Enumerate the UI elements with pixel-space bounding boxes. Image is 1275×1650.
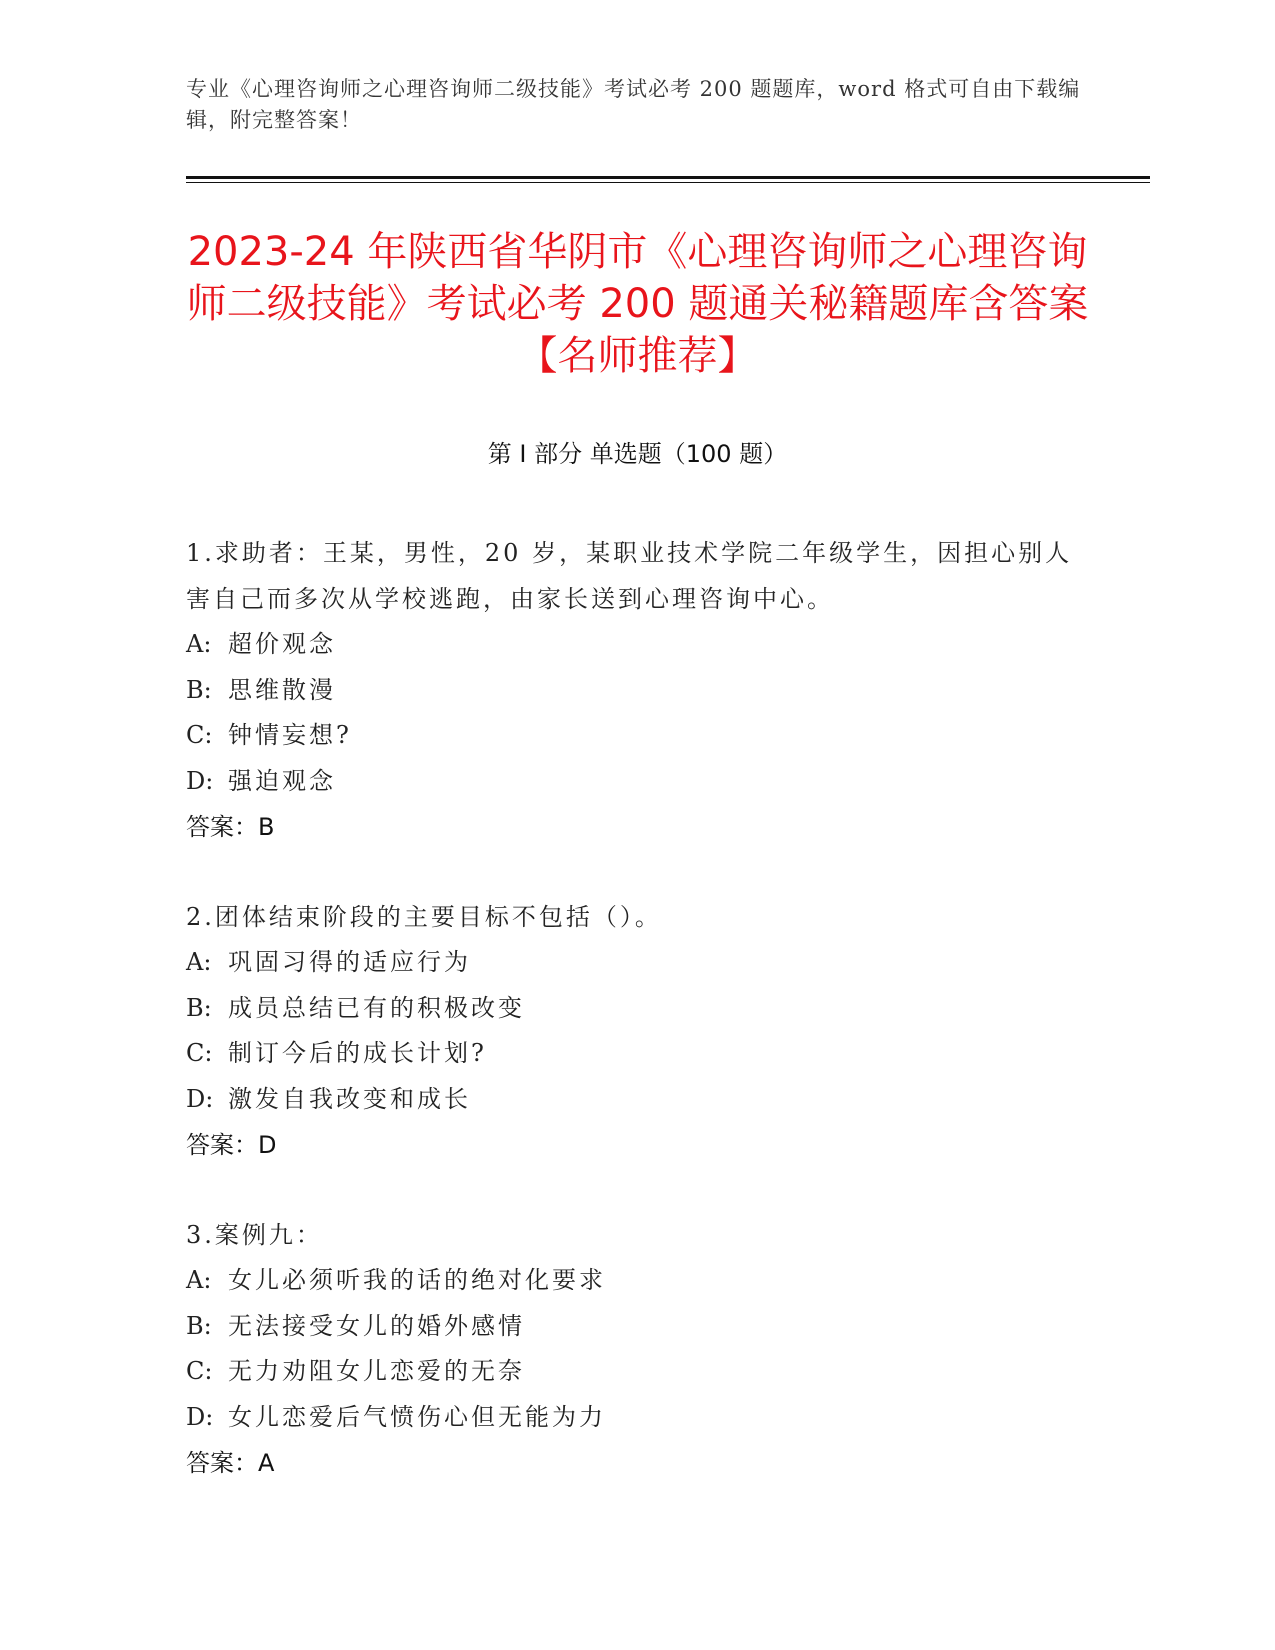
option-text: 无力劝阻女儿恋爱的无奈	[228, 1357, 525, 1385]
option-d	[186, 759, 1086, 805]
question-1	[186, 530, 1086, 850]
option-text: 无法接受女儿的婚外感情	[228, 1311, 525, 1340]
header-divider-thin	[186, 182, 1150, 183]
option-d	[186, 1395, 1086, 1441]
option-letter: C:	[186, 1357, 213, 1385]
option-b	[186, 986, 1086, 1032]
option-text: 激发自我改变和成长	[228, 1084, 471, 1113]
option-letter: B:	[186, 993, 212, 1022]
answer-line: 答案：A	[186, 1449, 275, 1477]
option-text: 思维散漫	[228, 675, 336, 704]
question-stem: 3.案例九：	[186, 1221, 323, 1249]
option-a	[186, 1258, 1086, 1304]
option-c	[186, 1349, 1086, 1395]
option-text: 制订今后的成长计划?	[228, 1039, 487, 1067]
option-letter: B:	[186, 1311, 212, 1340]
option-text: 强迫观念	[228, 766, 336, 795]
option-d	[186, 1077, 1086, 1123]
answer-line: 答案：B	[186, 813, 275, 841]
option-letter: A:	[186, 1266, 212, 1294]
option-text: 女儿必须听我的话的绝对化要求	[228, 1266, 606, 1294]
option-b	[186, 668, 1086, 714]
header-divider-thick	[186, 176, 1150, 179]
option-letter: A:	[186, 630, 212, 658]
option-letter: C:	[186, 1039, 213, 1067]
option-a	[186, 940, 1086, 986]
option-letter: D:	[186, 766, 214, 795]
option-letter: D:	[186, 1402, 214, 1431]
option-c	[186, 713, 1086, 759]
option-text: 超价观念	[228, 630, 336, 658]
option-text: 女儿恋爱后气愤伤心但无能为力	[228, 1402, 606, 1431]
option-b	[186, 1304, 1086, 1350]
option-letter: C:	[186, 721, 213, 749]
question-3	[186, 1212, 1086, 1486]
question-list	[186, 530, 1086, 1530]
section-heading: 第 I 部分 单选题（100 题）	[487, 440, 788, 468]
question-stem: 1.求助者：王某，男性，20 岁，某职业技术学院二年级学生，因担心别人害自己而多次从学校逃跑，由家长送到心理咨询中心。	[186, 539, 1073, 613]
answer-line: 答案：D	[186, 1131, 277, 1159]
option-a	[186, 622, 1086, 668]
option-letter: B:	[186, 675, 212, 704]
option-text: 钟情妄想?	[228, 721, 352, 749]
option-letter: D:	[186, 1084, 214, 1113]
option-c	[186, 1031, 1086, 1077]
option-text: 成员总结已有的积极改变	[228, 993, 525, 1022]
question-2	[186, 894, 1086, 1168]
question-stem: 2.团体结束阶段的主要目标不包括（）。	[186, 903, 662, 931]
document-title: 2023-24 年陕西省华阴市《心理咨询师之心理咨询师二级技能》考试必考 200 题通关秘籍题库含答案【名师推荐】	[186, 229, 1089, 379]
option-letter: A:	[186, 948, 212, 976]
option-text: 巩固习得的适应行为	[228, 948, 471, 976]
header-note: 专业《心理咨询师之心理咨询师二级技能》考试必考 200 题题库，word 格式可自由下载编辑，附完整答案！	[186, 77, 1081, 132]
